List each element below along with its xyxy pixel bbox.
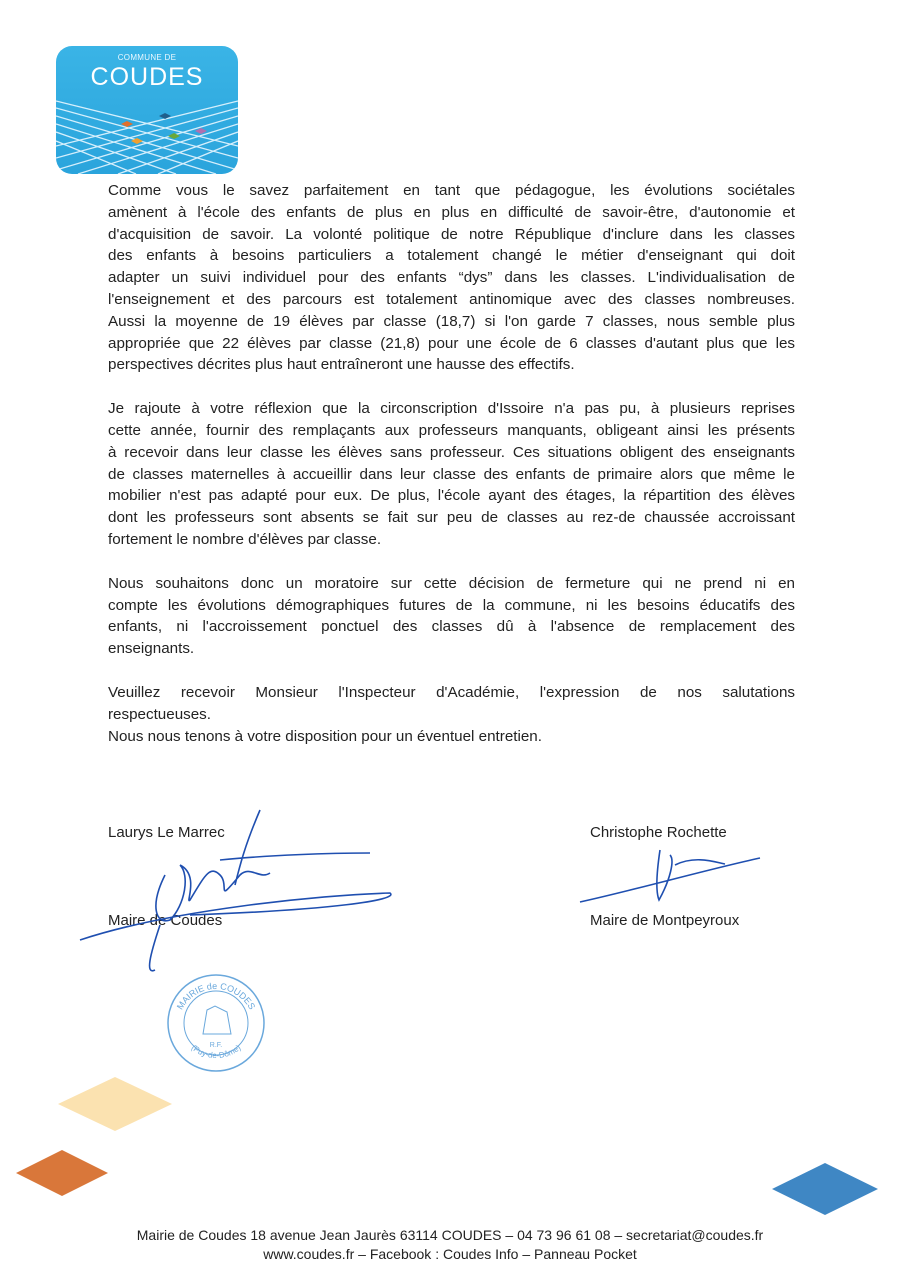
signatory-right-name: Christophe Rochette bbox=[590, 824, 727, 841]
text-line: mobilier n'est pas adapté pour eux. De plus, l'école ayant des étages, la répartition des élèves bbox=[108, 487, 795, 505]
footer-address: Mairie de Coudes 18 avenue Jean Jaurès 63114 COUDES – 04 73 96 61 08 – secretariat@coudes.fr bbox=[136, 1227, 764, 1243]
text-line: de classes maternelles à accueillir dans leur classe des enfants de primaire alors que même le bbox=[108, 465, 795, 483]
stamp-bottom-text: (Puy-de-Dôme) bbox=[189, 1043, 243, 1061]
decorative-diamond-blue bbox=[772, 1163, 878, 1215]
mairie-stamp bbox=[165, 972, 267, 1074]
text-line: dont les professeurs sont absents se fait sur peu de classes au rez-de chaussée accroissant bbox=[108, 509, 795, 527]
text-line: cette année, fournir des remplaçants aux professeurs manquants, obligeant ainsi les présents bbox=[108, 421, 795, 439]
logo-subtitle: COMMUNE DE bbox=[117, 53, 177, 62]
text-line: respectueuses. bbox=[108, 705, 211, 723]
text-line: fortement le nombre d'élèves par classe. bbox=[108, 530, 382, 548]
commune-logo bbox=[56, 46, 238, 174]
text-line: à recevoir dans leur classe les élèves sans professeur. Ces situations obligent des enseignants bbox=[108, 443, 795, 461]
stamp-top-text: MAIRIE de COUDES bbox=[174, 980, 258, 1012]
paragraph bbox=[108, 398, 795, 551]
signatory-left-title: Maire de Coudes bbox=[108, 912, 223, 929]
text-line: Comme vous le savez parfaitement en tant que pédagogue, les évolutions sociétales bbox=[108, 182, 795, 199]
text-line: amènent à l'école des enfants de plus en plus en difficulté de savoir-être, d'autonomie et bbox=[108, 203, 795, 221]
text-line: appropriée que 22 élèves par classe (21,8) pour une école de 6 classes d'autant plus que les bbox=[108, 334, 795, 352]
logo-title: COUDES bbox=[90, 63, 204, 91]
handwritten-signature-right bbox=[575, 840, 775, 910]
text-line: perspectives décrites plus haut entraîneront une hausse des effectifs. bbox=[108, 356, 575, 374]
footer-links: www.coudes.fr – Facebook : Coudes Info – Panneau Pocket bbox=[263, 1246, 637, 1262]
signatory-left-name: Laurys Le Marrec bbox=[108, 824, 225, 841]
text-line: enfants, ni l'accroissement ponctuel des classes dû à l'absence de remplacement des bbox=[108, 618, 795, 636]
text-line: Veuillez recevoir Monsieur l'Inspecteur d'Académie, l'expression de nos salutations bbox=[108, 683, 795, 701]
text-line: l'enseignement et des parcours est totalement antinomique avec des classes nombreuses. bbox=[108, 290, 795, 308]
text-line: compte les évolutions démographiques futures de la commune, ni les besoins éducatifs des bbox=[108, 596, 795, 614]
text-line: des enfants à besoins particuliers a totalement changé le métier d'enseignant qui doit bbox=[108, 247, 795, 265]
text-line: d'acquisition de savoir. La volonté politique de notre République d'inclure dans les classes bbox=[108, 225, 795, 243]
handwritten-signature-left bbox=[70, 805, 410, 975]
text-line: enseignants. bbox=[108, 640, 195, 658]
paragraph bbox=[108, 573, 795, 660]
stamp-center-text: R.F. bbox=[209, 1042, 223, 1049]
paragraph bbox=[108, 180, 795, 376]
text-line: Nous souhaitons donc un moratoire sur cette décision de fermeture qui ne prend ni en bbox=[108, 574, 795, 592]
text-line: Aussi la moyenne de 19 élèves par classe (18,7) si l'on garde 7 classes, nous semble plus bbox=[108, 312, 795, 330]
letter-body bbox=[108, 180, 795, 769]
paragraph bbox=[108, 682, 795, 747]
text-line: adapter un suivi individuel pour des enfants “dys” dans les classes. L'individualisation de bbox=[108, 269, 795, 287]
text-line: Nous nous tenons à votre disposition pour un éventuel entretien. bbox=[108, 727, 542, 745]
decorative-diamond-yellow bbox=[58, 1077, 172, 1131]
text-line: Je rajoute à votre réflexion que la circonscription d'Issoire n'a pas pu, à plusieurs reprises bbox=[108, 400, 795, 418]
signatory-right-title: Maire de Montpeyroux bbox=[590, 912, 740, 929]
decorative-diamond-orange bbox=[16, 1150, 108, 1196]
